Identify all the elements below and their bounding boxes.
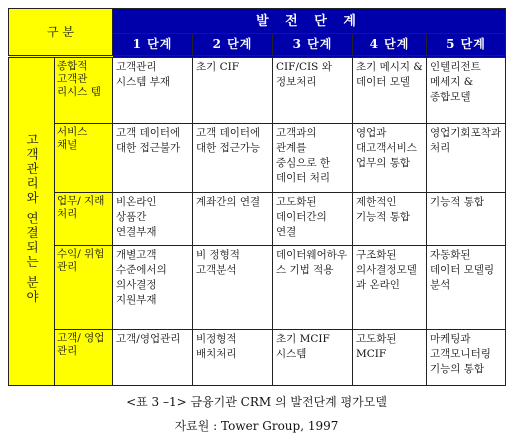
table-cell: 고객 데이터에 대한 접근가능 (193, 123, 273, 193)
table-row (9, 57, 506, 123)
table-cell: 자동화된 데이터 모델링 분석 (427, 245, 506, 329)
stage-header-5: 5 단계 (427, 34, 506, 57)
row-category: 수익/ 위험 관리 (55, 245, 113, 329)
stage-header-3: 3 단계 (273, 34, 353, 57)
table-cell: 고객 데이터에 대한 접근불가 (113, 123, 193, 193)
table-cell: 영업기회포착과 처리 (427, 123, 506, 193)
row-category: 서비스 채널 (55, 123, 113, 193)
table-cell: 고도화된 데이터간의 연결 (273, 193, 353, 246)
row-category: 고객/ 영업 관리 (55, 330, 113, 386)
table-cell: 마케팅과 고객모니터링 기능의 통합 (427, 330, 506, 386)
table-row (9, 193, 506, 246)
area-label: 고객관리와 연결되는 분야 (24, 133, 40, 305)
stage-group-header: 발 전 단 계 (113, 9, 506, 34)
table-cell: 비온라인 상품간 연결부재 (113, 193, 193, 246)
table-cell: 인텔리전트 메세지 & 종합모델 (427, 57, 506, 123)
row-category: 종합적 고객관 리시스 템 (55, 57, 113, 123)
table-row (9, 123, 506, 193)
row-category: 업무/ 지래 처리 (55, 193, 113, 246)
crm-stage-table (8, 8, 505, 386)
table-cell: 초기 CIF (193, 57, 273, 123)
table-row (9, 330, 506, 386)
table-cell: 기능적 통합 (427, 193, 506, 246)
table-cell: 구조화된 의사결정모델과 온라인 (353, 245, 427, 329)
table-cell: 고객관리 시스템 부재 (113, 57, 193, 123)
table-cell: 계좌간의 연결 (193, 193, 273, 246)
table-cell: 데이터웨어하우스 기법 적용 (273, 245, 353, 329)
source-note: 자료원 : Tower Group, 1997 (174, 419, 339, 433)
table-row (9, 245, 506, 329)
table-cell: 고객/영업관리 (113, 330, 193, 386)
gubun-header: 구 분 (9, 9, 113, 57)
table-cell: 초기 MCIF 시스템 (273, 330, 353, 386)
stage-header-4: 4 단계 (353, 34, 427, 57)
table-cell: 개별고객 수준에서의 의사결정 지원부재 (113, 245, 193, 329)
table-cell: 고객과의 관계를 중심으로 한 데이터 처리 (273, 123, 353, 193)
table-cell: 초기 메시지 & 데이터 모델 (353, 57, 427, 123)
table-cell: 고도화된 MCIF (353, 330, 427, 386)
stage-header-1: 1 단계 (113, 34, 193, 57)
area-label-cell (9, 57, 55, 386)
table-cell: 제한적인 기능적 통합 (353, 193, 427, 246)
table-cell: 비 정형적 고객분석 (193, 245, 273, 329)
table-caption: <표 3 –1> 금융기관 CRM 의 발전단계 평가모델 (126, 395, 387, 409)
table-cell: 영업과 대고객서비스 업무의 통합 (353, 123, 427, 193)
table-cell: 비정형적 배치처리 (193, 330, 273, 386)
stage-header-2: 2 단계 (193, 34, 273, 57)
table-cell: CIF/CIS 와 정보처리 (273, 57, 353, 123)
